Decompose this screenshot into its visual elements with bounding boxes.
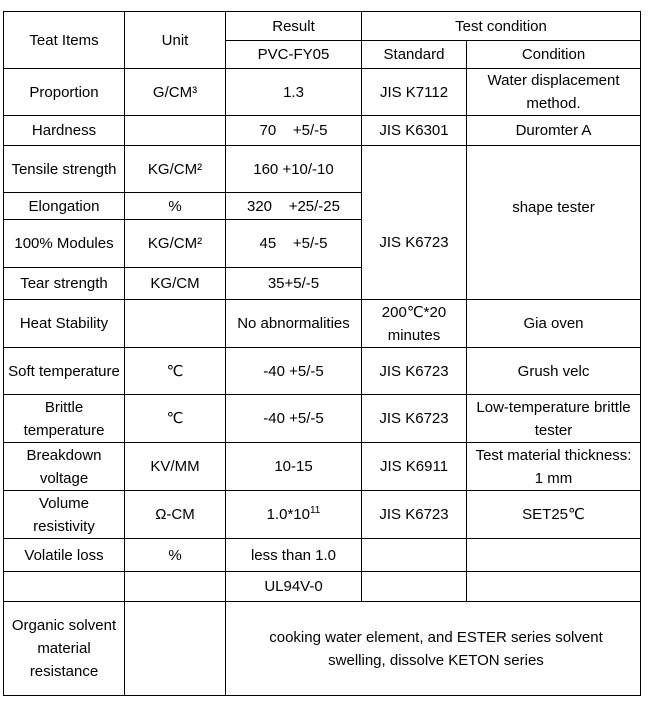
result-brittle: -40 +5/-5 <box>226 395 362 443</box>
header-unit: Unit <box>125 12 226 69</box>
result-soft: -40 +5/-5 <box>226 348 362 395</box>
result-tensile: 160 +10/-10 <box>226 146 362 193</box>
header-standard: Standard <box>362 41 467 69</box>
item-modules: 100% Modules <box>4 220 125 268</box>
standard-volatile <box>362 539 467 572</box>
result-organic-text: cooking water element, and ESTER series solvent swelling, dissolve KETON series <box>269 628 603 669</box>
item-hardness: Hardness <box>4 116 125 146</box>
result-proportion: 1.3 <box>226 69 362 116</box>
header-items: Teat Items <box>4 12 125 69</box>
result-organic <box>226 602 641 696</box>
header-test-condition: Test condition <box>362 12 641 41</box>
condition-soft: Grush velc <box>467 348 641 395</box>
result-ul: UL94V-0 <box>226 572 362 602</box>
condition-proportion: Water displacement method. <box>467 69 641 116</box>
result-hardness: 70 +5/-5 <box>226 116 362 146</box>
condition-group: shape tester <box>467 146 641 300</box>
unit-tear: KG/CM <box>125 268 226 300</box>
result-volatile: less than 1.0 <box>226 539 362 572</box>
condition-breakdown: Test material thickness: 1 mm <box>467 443 641 491</box>
result-volume <box>226 491 362 539</box>
result-heat: No abnormalities <box>226 300 362 348</box>
item-volume: Volume resistivity <box>4 491 125 539</box>
header-model: PVC-FY05 <box>226 41 362 69</box>
result-volume-base: 1.0*10 <box>266 506 310 523</box>
standard-ul <box>362 572 467 602</box>
condition-ul <box>467 572 641 602</box>
standard-proportion: JIS K7112 <box>362 69 467 116</box>
spec-table <box>3 11 641 696</box>
unit-tensile: KG/CM² <box>125 146 226 193</box>
unit-volatile: % <box>125 539 226 572</box>
header-condition: Condition <box>467 41 641 69</box>
unit-brittle: ℃ <box>125 395 226 443</box>
item-heat: Heat Stability <box>4 300 125 348</box>
item-brittle: Brittle temperature <box>4 395 125 443</box>
condition-hardness: Duromter A <box>467 116 641 146</box>
standard-group: JIS K6723 <box>362 146 467 300</box>
standard-soft: JIS K6723 <box>362 348 467 395</box>
unit-breakdown: KV/MM <box>125 443 226 491</box>
item-breakdown: Breakdown voltage <box>4 443 125 491</box>
unit-proportion: G/CM³ <box>125 69 226 116</box>
unit-modules: KG/CM² <box>125 220 226 268</box>
condition-brittle: Low-temperature brittle tester <box>467 395 641 443</box>
result-elongation: 320 +25/-25 <box>226 193 362 220</box>
unit-ul <box>125 572 226 602</box>
result-tear: 35+5/-5 <box>226 268 362 300</box>
standard-hardness: JIS K6301 <box>362 116 467 146</box>
result-modules: 45 +5/-5 <box>226 220 362 268</box>
condition-volume: SET25℃ <box>467 491 641 539</box>
unit-organic <box>125 602 226 696</box>
standard-breakdown: JIS K6911 <box>362 443 467 491</box>
item-proportion: Proportion <box>4 69 125 116</box>
item-soft: Soft temperature <box>4 348 125 395</box>
standard-volume: JIS K6723 <box>362 491 467 539</box>
unit-hardness <box>125 116 226 146</box>
standard-heat: 200℃*20 minutes <box>362 300 467 348</box>
standard-brittle: JIS K6723 <box>362 395 467 443</box>
item-ul <box>4 572 125 602</box>
condition-heat: Gia oven <box>467 300 641 348</box>
header-result: Result <box>226 12 362 41</box>
item-tear: Tear strength <box>4 268 125 300</box>
unit-soft: ℃ <box>125 348 226 395</box>
item-tensile: Tensile strength <box>4 146 125 193</box>
result-volume-exponent: 11 <box>309 505 321 516</box>
item-volatile: Volatile loss <box>4 539 125 572</box>
result-breakdown: 10-15 <box>226 443 362 491</box>
item-organic: Organic solvent material resistance <box>4 602 125 696</box>
unit-heat <box>125 300 226 348</box>
item-elongation: Elongation <box>4 193 125 220</box>
condition-volatile <box>467 539 641 572</box>
unit-volume: Ω-CM <box>125 491 226 539</box>
unit-elongation: % <box>125 193 226 220</box>
